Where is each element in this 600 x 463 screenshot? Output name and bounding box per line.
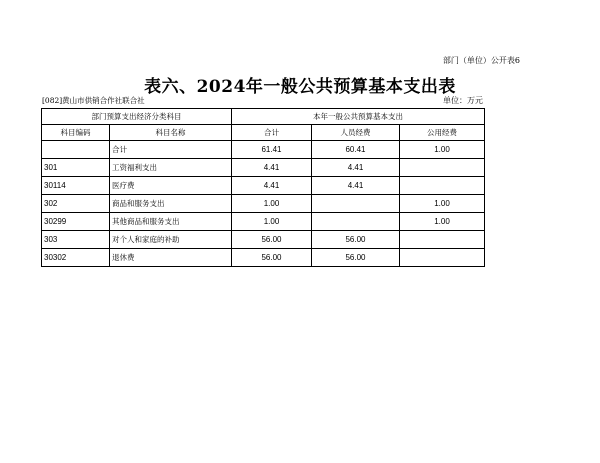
cell-code: 301 (42, 159, 110, 177)
table-row (42, 141, 485, 159)
cell-code: 30114 (42, 177, 110, 195)
table-row (42, 177, 485, 195)
header-personnel: 人员经费 (312, 125, 400, 141)
cell-total: 56.00 (232, 249, 312, 267)
cell-name: 退休费 (110, 249, 232, 267)
cell-personnel: 56.00 (312, 231, 400, 249)
cell-name: 其他商品和服务支出 (110, 213, 232, 231)
budget-table (41, 108, 485, 267)
header-total: 合计 (232, 125, 312, 141)
cell-public: 1.00 (400, 141, 485, 159)
cell-name: 商品和服务支出 (110, 195, 232, 213)
cell-total: 61.41 (232, 141, 312, 159)
table-row (42, 213, 485, 231)
cell-total: 1.00 (232, 195, 312, 213)
table-row (42, 195, 485, 213)
cell-public: 1.00 (400, 213, 485, 231)
cell-personnel: 60.41 (312, 141, 400, 159)
cell-public (400, 249, 485, 267)
cell-name: 工资福利支出 (110, 159, 232, 177)
cell-total: 4.41 (232, 177, 312, 195)
header-code: 科目编码 (42, 125, 110, 141)
cell-code (42, 141, 110, 159)
cell-public: 1.00 (400, 195, 485, 213)
cell-personnel (312, 213, 400, 231)
table-group-header-row (42, 109, 485, 125)
cell-name: 医疗费 (110, 177, 232, 195)
unit-row (42, 95, 483, 107)
table-row (42, 231, 485, 249)
cell-total: 56.00 (232, 231, 312, 249)
cell-name: 对个人和家庭的补助 (110, 231, 232, 249)
cell-code: 30299 (42, 213, 110, 231)
cell-personnel: 56.00 (312, 249, 400, 267)
table-row (42, 249, 485, 267)
cell-public (400, 159, 485, 177)
form-number-label: 部门（单位）公开表6 (442, 56, 520, 65)
unit-label: 单位：万元 (443, 96, 483, 105)
cell-personnel: 4.41 (312, 177, 400, 195)
header-econ-classification: 部门预算支出经济分类科目 (42, 109, 232, 125)
cell-code: 302 (42, 195, 110, 213)
cell-public (400, 177, 485, 195)
cell-code: 30302 (42, 249, 110, 267)
header-public: 公用经费 (400, 125, 485, 141)
cell-public (400, 231, 485, 249)
cell-personnel: 4.41 (312, 159, 400, 177)
page-title: 表六、2024年一般公共预算基本支出表 (144, 77, 456, 97)
cell-total: 1.00 (232, 213, 312, 231)
cell-name: 合计 (110, 141, 232, 159)
cell-code: 303 (42, 231, 110, 249)
cell-personnel (312, 195, 400, 213)
cell-total: 4.41 (232, 159, 312, 177)
organization-label: [082]黄山市供销合作社联合社 (42, 96, 145, 105)
header-basic-expenditure: 本年一般公共预算基本支出 (232, 109, 485, 125)
table-row (42, 159, 485, 177)
table-header-row (42, 125, 485, 141)
header-name: 科目名称 (110, 125, 232, 141)
